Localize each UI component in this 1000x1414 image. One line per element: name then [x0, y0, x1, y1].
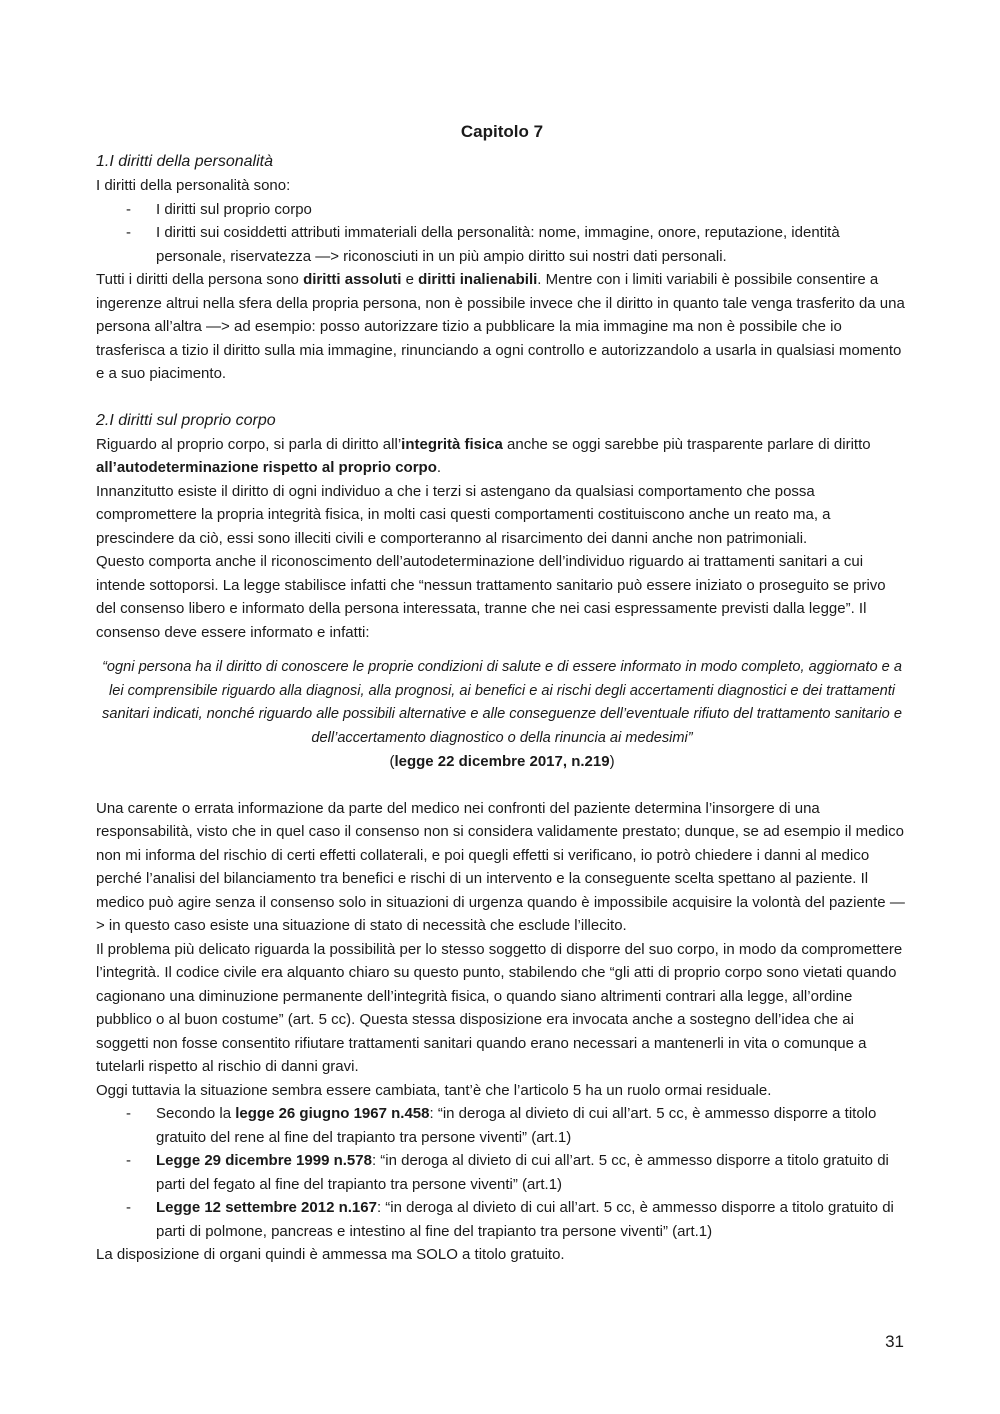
section-2-paragraph-4: Una carente o errata informazione da parte del medico nei confronti del paziente determina l’insorgere di una responsabilità, visto che in quel caso il consenso non si considera validamente prestato; dunque, se ad esempio il medico non mi informa del rischio di certi effetti collaterali, e poi quegli effetti si verificano, io potrò chiedere i danni al medico perché l’analisi del bilanciamento tra benefici e rischi di un intervento e la conseguente scelta spettano al paziente. Il medico può agire senza il consenso solo in situazioni di urgenza quando è impossibile acquisire la volontà del paziente —> in questo caso esiste una situazione di stato di necessità che esclude l’illecito.	[96, 799, 905, 934]
list-item: - I diritti sul proprio corpo	[96, 198, 908, 222]
text-run: (	[389, 753, 395, 770]
bold-term: diritti inalienabili	[418, 271, 538, 288]
text-run: anche se oggi sarebbe più trasparente parlare di diritto	[502, 435, 871, 453]
text-run: : “in deroga al divieto di cui all’art. 5 cc, è ammesso disporre a titolo gratuito di parti del fegato al fine del trapianto tra persone viventi” (art.1)	[156, 1152, 889, 1193]
spacer	[96, 644, 908, 656]
section-1-intro: I diritti della personalità sono:	[96, 177, 291, 194]
section-2-paragraph-1	[96, 433, 908, 480]
section-1-paragraph	[96, 268, 908, 386]
bold-term: legge 22 dicembre 2017, n.219	[394, 753, 610, 770]
list-item	[96, 1102, 908, 1149]
text-run: Tutti i diritti della persona sono	[96, 271, 304, 288]
section-2-paragraph-3: Questo comporta anche il riconoscimento dell’autodeterminazione dell’individuo riguardo ai trattamenti sanitari a cui intende sottoporsi. La legge stabilisce infatti che “nessun trattamento sanitario può essere iniziato o proseguito se privo del consenso libero e informato della persona interessata, tranne che nei casi espressamente previsti dalla legge”. Il consenso deve essere informato e infatti:	[96, 553, 886, 641]
personality-rights-list	[96, 198, 908, 269]
section-2-heading: 2.I diritti sul proprio corpo	[96, 411, 276, 429]
text-run: Secondo la	[156, 1105, 236, 1122]
law-quote: “ogni persona ha il diritto di conoscere le proprie condizioni di salute e di essere informato in modo completo, aggiornato e a lei comprensibile riguardo alla diagnosi, alla prognosi, ai benefici e ai rischi degli accertamenti diagnostici e dei trattamenti sanitari indicati, nonché riguardo alle possibili alternative e alle conseguenze dell’eventuale rifiuto del trattamento sanitario e dell’accertamento diagnostico o della rinuncia ai medesimi”	[102, 659, 902, 746]
section-2-paragraph-6: Oggi tuttavia la situazione sembra essere cambiata, tant’è che l’articolo 5 ha un ruolo ormai residuale.	[96, 1081, 772, 1099]
text-run: .	[436, 459, 442, 476]
text-run: e	[401, 271, 419, 288]
section-2-paragraph-7: La disposizione di organi quindi è ammessa ma SOLO a titolo gratuito.	[96, 1246, 565, 1263]
section-2-paragraph-5: Il problema più delicato riguarda la possibilità per lo stesso soggetto di disporre del suo corpo, in modo da compromettere l’integrità. Il codice civile era alquanto chiaro su questo punto, stabilendo che “gli atti di proprio corpo sono vietati quando cagionano una diminuzione permanente dell’integrità fisica, o quando siano altrimenti contrari alla legge, all’ordine pubblico o al buon costume” (art. 5 cc). Questa stessa disposizione era invocata anche a sostegno dell’idea che ai soggetti non fosse consentito rifiutare trattamenti sanitari quando erano necessari a mantenerli in vita o comunque a tutelarli rispetto al rischio di danni gravi.	[96, 940, 903, 1075]
text-run: . Mentre con i limiti variabili è possibile consentire a ingerenze altrui nella sfera della propria persona, non è possibile invece che il diritto in quanto tale venga trasferito da una persona all’altra —> ad esempio: posso autorizzare tizio a pubblicare la mia immagine ma non è possibile che io trasferisca a tizio il diritto sulla mia immagine, rinunciando a ogni controllo e autorizzandolo a usarla in qualsiasi momento e a suo piacimento.	[96, 271, 905, 382]
bold-term: Legge 29 dicembre 1999 n.578	[156, 1152, 372, 1169]
spacer	[96, 386, 908, 409]
spacer	[96, 774, 908, 797]
text-run: : “in deroga al divieto di cui all’art. 5 cc, è ammesso disporre a titolo gratuito di parti di polmone, pancreas e intestino al fine del trapianto tra persone viventi” (art.1)	[156, 1199, 894, 1240]
bold-term: legge 26 giugno 1967 n.458	[235, 1105, 430, 1122]
bold-term: integrità fisica	[401, 435, 503, 453]
bold-term: all’autodeterminazione rispetto al proprio corpo	[96, 459, 437, 476]
bold-term: diritti assoluti	[303, 271, 402, 288]
section-2-paragraph-2: Innanzitutto esiste il diritto di ogni individuo a che i terzi si astengano da qualsiasi comportamento che possa compromettere la propria integrità fisica, in molti casi questi comportamenti costituiscono anche un reato ma, a prescindere da ciò, essi sono illeciti civili e comporteranno al risarcimento dei danni anche non patrimoniali.	[96, 482, 831, 547]
text-run: )	[609, 753, 615, 770]
bold-term: Legge 12 settembre 2012 n.167	[156, 1199, 377, 1216]
quote-reference	[96, 750, 908, 774]
page-number: 31	[885, 1332, 904, 1351]
page-content	[96, 119, 908, 1267]
section-1-heading: 1.I diritti della personalità	[96, 153, 273, 170]
list-item	[96, 1149, 908, 1196]
text-run: Riguardo al proprio corpo, si parla di diritto all’	[96, 435, 402, 453]
list-item	[96, 1196, 908, 1243]
text-run: : “in deroga al divieto di cui all’art. 5 cc, è ammesso disporre a titolo gratuito del rene al fine del trapianto tra persone viventi” (art.1)	[156, 1105, 877, 1146]
laws-list	[96, 1102, 908, 1243]
chapter-title: Capitolo 7	[460, 122, 544, 141]
list-item: - I diritti sui cosiddetti attributi immateriali della personalità: nome, immagine, onore, reputazione, identità personale, riservatezza —> riconosciuti in un più ampio diritto sui nostri dati personali.	[96, 221, 908, 268]
